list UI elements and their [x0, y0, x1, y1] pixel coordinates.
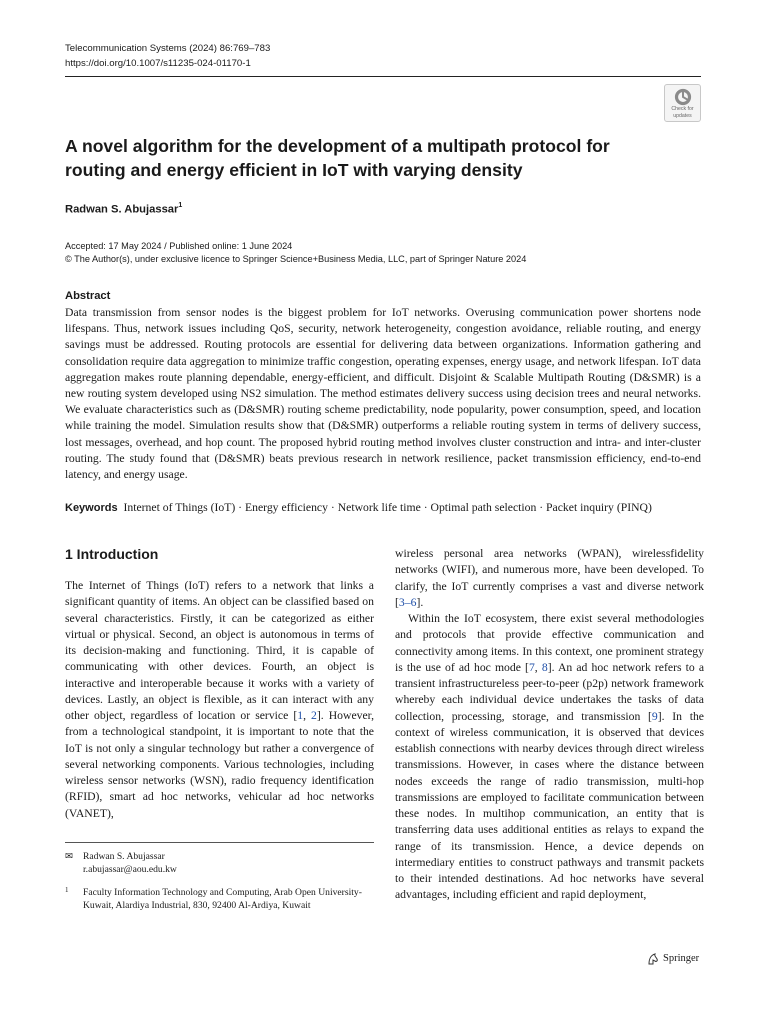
check-updates-icon	[674, 88, 692, 106]
abstract-body: Data transmission from sensor nodes is the biggest problem for IoT networks. Overusing communication power shortens node lifespans. Thus, network issues including QoS, security, network heterogeneity, congestion avoidance, reliable routing, and energy savings must be addressed. Routing protocols are essential for delivering data between organizations. Information gathering and consolidation require data aggregation to minimize traffic congestion, operating expenses, energy usage, and network lifespan. IoT data aggregation makes route planning dependable, energy-efficient, and difficult. Disjoint & Scalable Multipath Routing (D&SMR) is a new routing system developed using NS2 simulation. The method estimates delivery success using decision trees and neural networks. We evaluate characteristics such as (D&SMR) routing scheme predictability, node popularity, power consumption, speed, and location while training the model. Simulation results show that (D&SMR) outperforms a reliable routing system in terms of delivery success, lost messages, overhead, and hop count. The proposed hybrid routing method involves cluster construction and intra- and inter-cluster routing. The study found that (D&SMR) beats previous research in network resilience, packet transmission efficiency, end-to-end latency, and energy usage.	[65, 306, 701, 482]
section-heading-introduction: 1 Introduction	[65, 546, 159, 562]
publisher-name: Springer	[663, 953, 700, 964]
badge-label-1: Check for	[671, 106, 694, 112]
journal-line: Telecommunication Systems (2024) 86:769–783	[65, 43, 271, 54]
corresponding-name: Radwan S. Abujassar	[83, 851, 165, 862]
citation-link[interactable]: 2	[311, 709, 317, 722]
intro-paragraph-1: The Internet of Things (IoT) refers to a network that links a significant quantity of items. An object can be classified based on several characteristics. Firstly, it can be categorized as either virtual or physical. Second, an object is autonomous in terms of its decision-making and functioning. Third, it is capable of communicating with other devices. Fourth, an object is interactive and interoperable because it works with a variety of devices. Lastly, an object is flexible, as it can interact with any other object, regardless of location or service [1, 2]. However, from a technological standpoint, it is important to note that the IoT is not only a singular technology but rather a convergence of several networking components. Various technologies, including wireless sensor networks (WSN), radio frequency identification (RFID), smart ad hoc networks, vehicular ad hoc networks (VANET),	[65, 579, 375, 820]
abstract-heading: Abstract	[65, 290, 111, 302]
citation-link[interactable]: 8	[541, 660, 548, 674]
keywords-label: Keywords	[65, 502, 118, 514]
affiliation-number: 1	[65, 886, 69, 894]
author-affiliation-marker[interactable]: 1	[178, 202, 183, 209]
publication-dates: Accepted: 17 May 2024 / Published online: 1 June 2024	[65, 241, 293, 251]
right-column	[395, 546, 704, 904]
left-column	[65, 578, 374, 822]
affiliation-text: Faculty Information Technology and Computing, Arab Open University-Kuwait, Alardiya Industrial, 830, 92400 Al-Ardiya, Kuwait	[83, 887, 362, 911]
author-text: Radwan S. Abujassar	[65, 203, 179, 216]
intro-paragraph-2: Within the IoT ecosystem, there exist several methodologies and protocols that provide effective communication and connectivity among items. In this context, one prominent strategy is the use of ad hoc mode [7, 8]. An ad hoc network refers to a transient infrastructureless peer-to-peer (p2p) network framework whereby each individual device undertakes the tasks of data collection, processing, storage, and transmission [9]. In the context of wireless communication, it is observed that devices establish connections with nearby devices through direct wireless transmissions. However, in cases where the distance between nodes exceeds the range of radio transmission, multi-hop transmissions are employed to facilitate communication between these nodes. In multihop communication, an entity that is transferring data uses additional entities as relays to expand the range of its transmission. Hence, a device depends on intermediary entities to construct pathways and transmit packets to their intended destinations. Ad hoc networks have several advantages, including efficient and rapid deployment,	[395, 612, 705, 902]
keywords	[65, 500, 705, 516]
author-name	[65, 203, 182, 216]
keywords-list: Internet of Things (IoT) · Energy efficiency · Network life time · Optimal path selection · Packet inquiry (PINQ)	[123, 501, 652, 514]
header-divider	[65, 76, 701, 77]
citation-link[interactable]: 1	[297, 709, 304, 722]
doi-link[interactable]: https://doi.org/10.1007/s11235-024-01170-1	[65, 57, 251, 69]
journal-citation	[65, 42, 270, 71]
envelope-icon: ✉	[65, 851, 74, 862]
intro-paragraph-1-cont: wireless personal area networks (WPAN), wirelessfidelity networks (WIFI), and numerous more, have been developed. To clarify, the IoT currently comprises a vast and diverse network [3–6].	[395, 547, 704, 609]
badge-label-2: updates	[673, 112, 692, 119]
check-for-updates-badge[interactable]	[664, 84, 701, 122]
citation-link[interactable]: 7	[528, 660, 535, 674]
copyright-notice: © The Author(s), under exclusive licence to Springer Science+Business Media, LLC, part of Springer Nature 2024	[65, 254, 527, 264]
corresponding-email[interactable]: r.abujassar@aou.edu.kw	[83, 864, 177, 875]
springer-horse-icon	[646, 952, 660, 966]
citation-link[interactable]: 3–6	[398, 595, 417, 609]
citation-link[interactable]: 9	[651, 709, 658, 723]
article-title: A novel algorithm for the development of a multipath protocol for routing and energy efficient in IoT with varying density	[65, 136, 610, 180]
footnote-divider	[65, 842, 374, 843]
